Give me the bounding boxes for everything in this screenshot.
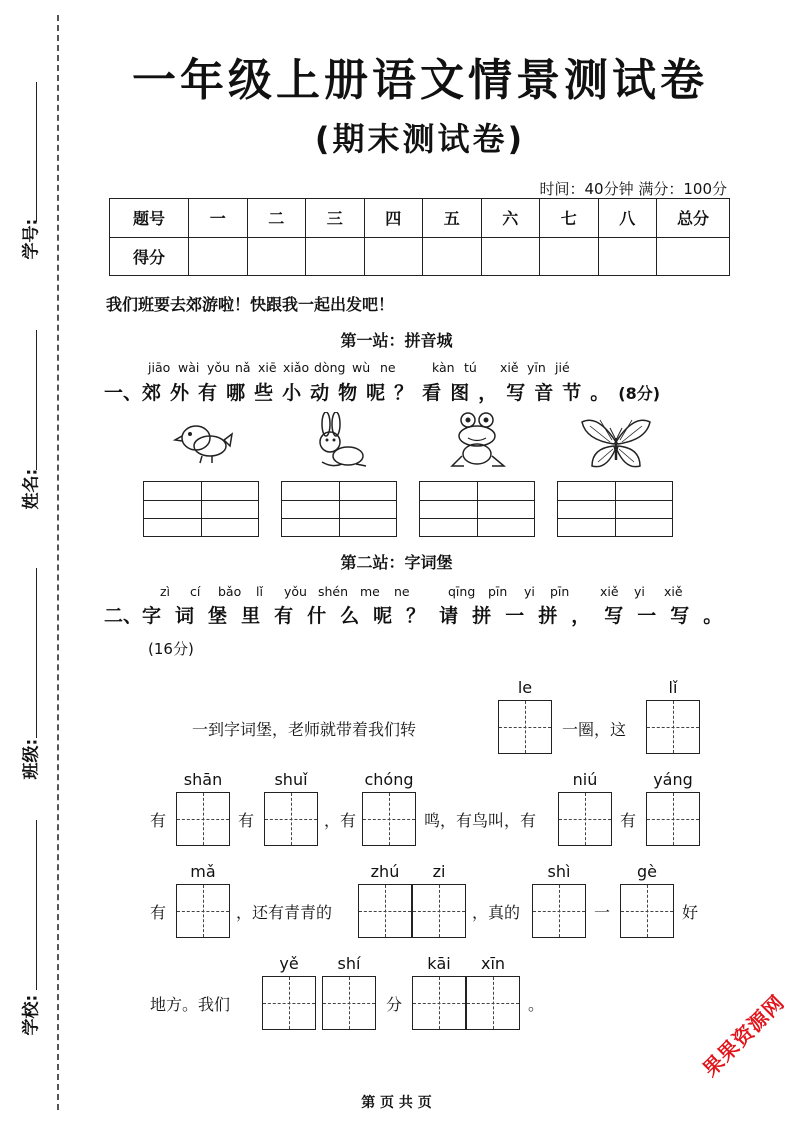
passage-text: 有 (150, 811, 167, 830)
pinyin: xiē (258, 360, 277, 375)
char-grid[interactable] (620, 884, 674, 938)
pinyin: yīn (527, 360, 546, 375)
page-title: 一年级上册语文情景测试卷 (132, 55, 708, 106)
pinyin: yi (524, 584, 535, 599)
station-2-title: 第二站：字词堡 (340, 553, 453, 572)
passage-text: ，还有青青的 (236, 903, 333, 922)
station-1-title: 第一站：拼音城 (340, 331, 453, 350)
pinyin: dòng (314, 360, 346, 375)
pinyin-answer-box[interactable] (143, 481, 259, 537)
pinyin: zhú (370, 862, 400, 881)
pinyin: zi (432, 862, 446, 881)
pinyin: zì (160, 584, 171, 599)
name-line (36, 330, 37, 470)
char-grid[interactable] (646, 792, 700, 846)
score-table (109, 198, 730, 276)
score-cell[interactable] (423, 237, 482, 276)
pinyin: cí (190, 584, 201, 599)
pinyin: pīn (550, 584, 570, 599)
pinyin: chóng (364, 770, 414, 789)
pinyin: yǒu (207, 360, 230, 375)
pinyin-answer-box[interactable] (419, 481, 535, 537)
pinyin: ne (380, 360, 396, 375)
question-number: 一、 (104, 382, 143, 404)
score-header-cell: 二 (247, 199, 306, 238)
score-cell[interactable] (481, 237, 540, 276)
score-header-cell: 七 (540, 199, 599, 238)
pinyin: gè (637, 862, 657, 881)
score-header-cell: 题号 (110, 199, 189, 238)
score-cell[interactable] (540, 237, 599, 276)
score-header-cell: 四 (364, 199, 423, 238)
pinyin: wù (352, 360, 371, 375)
pinyin: xīn (480, 954, 506, 973)
q2-text: 二、字词堡里有什么呢？请拼一拼，写一写。 (104, 605, 737, 627)
score-cell[interactable] (598, 237, 657, 276)
score-cell[interactable] (306, 237, 365, 276)
char-grid[interactable] (532, 884, 586, 938)
char-grid[interactable] (176, 792, 230, 846)
pinyin: lǐ (256, 584, 263, 599)
pinyin: shí (337, 954, 361, 973)
pinyin: bǎo (218, 584, 242, 599)
points: (8分) (618, 384, 661, 403)
pinyin: yě (279, 954, 299, 973)
passage-text: 分 (386, 995, 403, 1014)
butterfly-icon (580, 416, 652, 472)
char-grid[interactable] (176, 884, 230, 938)
passage-text: 一圈，这 (562, 720, 627, 739)
pinyin: yi (634, 584, 645, 599)
q1-text: 一、郊外有哪些小动物呢？看图，写音节。(8分) (104, 382, 661, 404)
pinyin: shì (547, 862, 571, 881)
pinyin: wài (178, 360, 200, 375)
pinyin: xiě (664, 584, 683, 599)
passage-text: 一 (594, 903, 611, 922)
school-line (36, 820, 37, 990)
passage-text: 有 (238, 811, 255, 830)
score-cell[interactable] (247, 237, 306, 276)
rabbit-icon (312, 412, 368, 470)
pinyin: shén (318, 584, 349, 599)
passage-text: 。 (528, 995, 545, 1014)
score-row-label: 得分 (110, 237, 189, 276)
pinyin: jié (555, 360, 570, 375)
score-header-cell: 一 (189, 199, 248, 238)
char-grid[interactable] (498, 700, 552, 754)
score-cell[interactable] (657, 237, 730, 276)
pinyin: xiǎo (283, 360, 310, 375)
char-grid[interactable] (646, 700, 700, 754)
passage-text: 一到字词堡，老师就带着我们转 (192, 720, 417, 739)
pinyin: xiě (600, 584, 619, 599)
pinyin: me (360, 584, 380, 599)
frog-icon (448, 410, 508, 470)
score-header-cell: 五 (423, 199, 482, 238)
pinyin: jiāo (148, 360, 171, 375)
score-header-row (110, 199, 730, 238)
class-line (36, 568, 37, 738)
passage-text: 鸣，有鸟叫，有 (424, 811, 537, 830)
pinyin: yáng (653, 770, 693, 789)
char-grid[interactable] (262, 976, 316, 1030)
pinyin: qīng (448, 584, 476, 599)
char-grid[interactable] (358, 884, 412, 938)
pinyin: nǎ (235, 360, 251, 375)
points: (16分) (148, 640, 194, 658)
score-row (110, 237, 730, 276)
pinyin: pīn (488, 584, 508, 599)
pinyin: shuǐ (274, 770, 308, 789)
char-grid[interactable] (322, 976, 376, 1030)
pinyin: kāi (427, 954, 451, 973)
class-label: 班级: (21, 738, 42, 780)
passage-text: 好 (682, 903, 699, 922)
score-header-cell: 总分 (657, 199, 730, 238)
char-grid[interactable] (362, 792, 416, 846)
pinyin: shān (183, 770, 223, 789)
passage-text: ，有 (324, 811, 357, 830)
passage-text: 有 (620, 811, 637, 830)
char-grid[interactable] (412, 976, 466, 1030)
char-grid[interactable] (558, 792, 612, 846)
char-grid[interactable] (412, 884, 466, 938)
pinyin: kàn (432, 360, 455, 375)
pinyin-answer-box[interactable] (557, 481, 673, 537)
char-grid[interactable] (264, 792, 318, 846)
pinyin: mǎ (190, 862, 216, 881)
pinyin: yǒu (284, 584, 307, 599)
pinyin: ne (394, 584, 410, 599)
passage-text: ，真的 (472, 903, 521, 922)
char-grid[interactable] (466, 976, 520, 1030)
bird-icon (172, 416, 234, 466)
watermark: 果果资源网 (697, 989, 790, 1082)
pinyin: tú (464, 360, 477, 375)
score-header-cell: 八 (598, 199, 657, 238)
score-header-cell: 三 (306, 199, 365, 238)
passage-text: 有 (150, 903, 167, 922)
pinyin: le (517, 678, 533, 697)
page-subtitle: (期末测试卷) (314, 120, 526, 158)
score-cell[interactable] (189, 237, 248, 276)
page-footer: 第 页 共 页 (361, 1095, 432, 1111)
pinyin: lǐ (668, 678, 678, 697)
question-number: 二、 (104, 605, 143, 627)
school-label: 学校: (21, 994, 42, 1036)
passage-text: 地方。我们 (150, 995, 231, 1014)
name-label: 姓名: (21, 468, 42, 510)
student-id-label: 学号: (21, 218, 42, 260)
intro-text: 我们班要去郊游啦！快跟我一起出发吧！ (106, 295, 395, 314)
score-header-cell: 六 (481, 199, 540, 238)
student-id-line (36, 82, 37, 222)
pinyin: xiě (500, 360, 519, 375)
pinyin-answer-box[interactable] (281, 481, 397, 537)
pinyin: niú (572, 770, 598, 789)
time-info: 时间：40分钟 满分：100分 (539, 180, 727, 198)
score-cell[interactable] (364, 237, 423, 276)
